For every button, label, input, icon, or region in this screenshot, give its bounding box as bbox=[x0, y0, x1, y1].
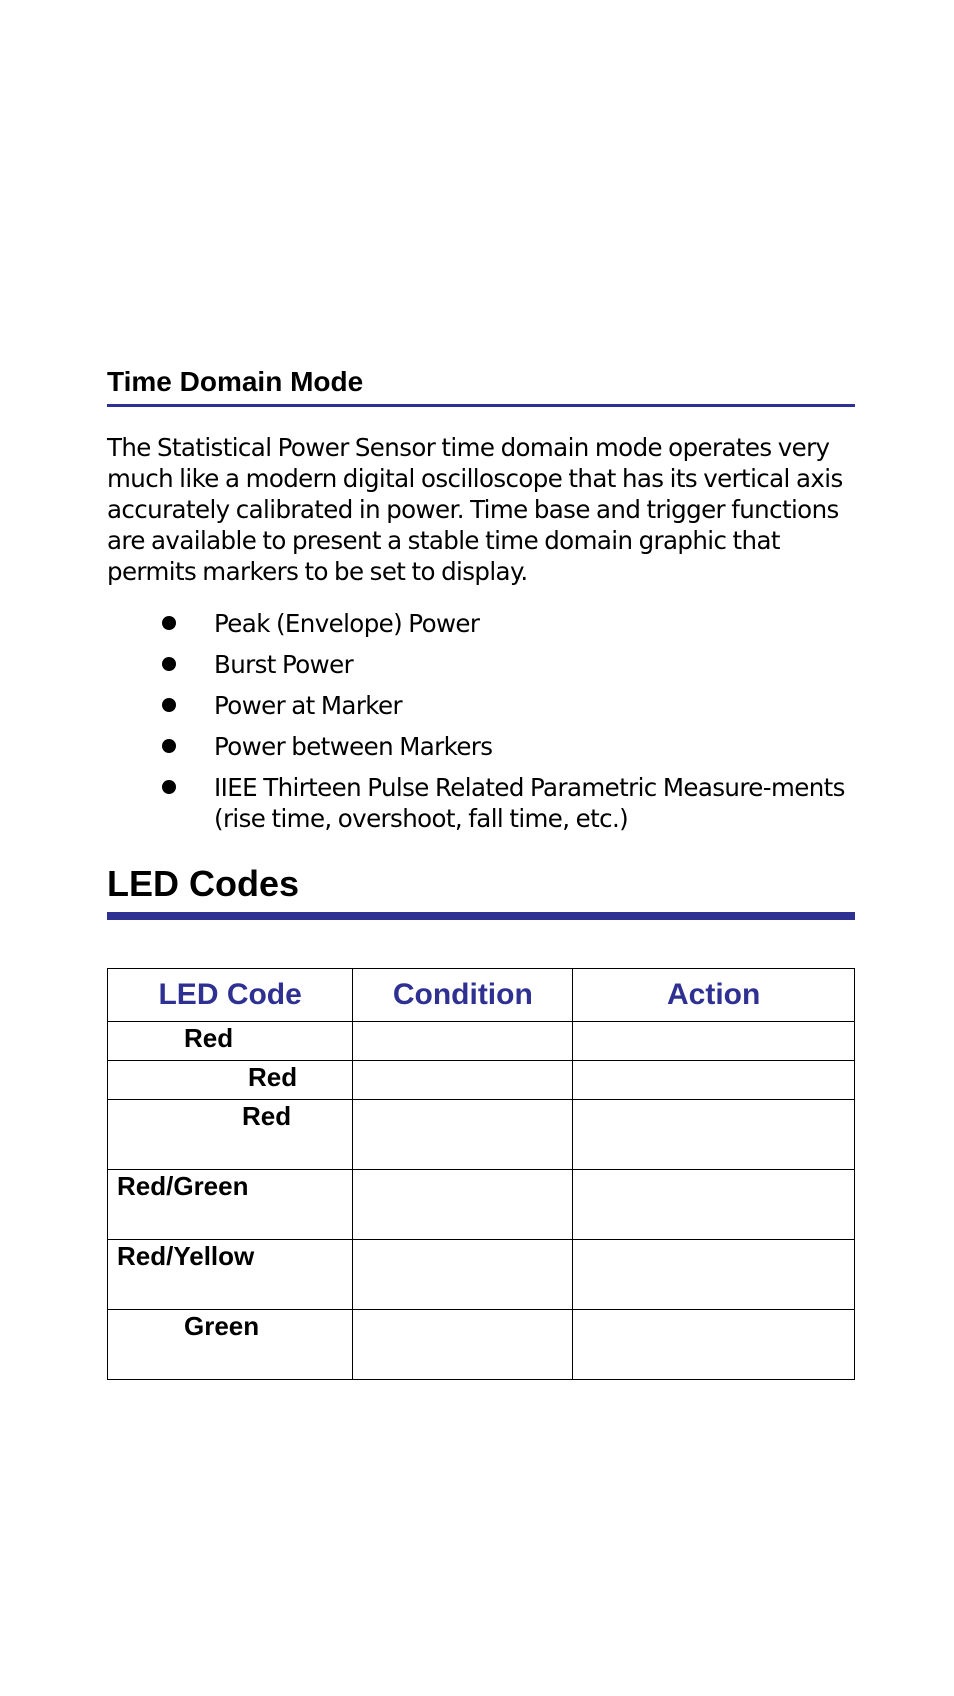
column-header-action: Action bbox=[573, 969, 855, 1022]
list-item bbox=[107, 608, 867, 639]
measurement-list bbox=[107, 608, 867, 844]
bullet-icon bbox=[162, 698, 176, 712]
condition-cell bbox=[353, 1100, 573, 1170]
condition-cell bbox=[353, 1170, 573, 1240]
section-divider bbox=[107, 404, 855, 407]
led-code-cell: Red bbox=[108, 1061, 353, 1100]
section-divider-thick bbox=[107, 912, 855, 920]
action-cell bbox=[573, 1310, 855, 1380]
table-header-row bbox=[108, 969, 855, 1022]
bullet-icon bbox=[162, 780, 176, 794]
bullet-icon bbox=[162, 616, 176, 630]
list-item-text: Burst Power bbox=[214, 650, 354, 679]
bullet-icon bbox=[162, 739, 176, 753]
table-row bbox=[108, 1170, 855, 1240]
table-row bbox=[108, 1240, 855, 1310]
table-row bbox=[108, 1022, 855, 1061]
table-row bbox=[108, 1061, 855, 1100]
led-code-cell: Red/Green bbox=[108, 1170, 353, 1240]
led-code-cell: Red bbox=[108, 1022, 353, 1061]
list-item-text: Power at Marker bbox=[214, 691, 402, 720]
table-row bbox=[108, 1100, 855, 1170]
section-title-led-codes: LED Codes bbox=[107, 863, 300, 904]
list-item bbox=[107, 731, 867, 762]
list-item bbox=[107, 772, 867, 834]
condition-cell bbox=[353, 1240, 573, 1310]
action-cell bbox=[573, 1061, 855, 1100]
action-cell bbox=[573, 1100, 855, 1170]
action-cell bbox=[573, 1170, 855, 1240]
action-cell bbox=[573, 1240, 855, 1310]
action-cell bbox=[573, 1022, 855, 1061]
list-item-text: Power between Markers bbox=[214, 732, 493, 761]
led-code-cell: Green bbox=[108, 1310, 353, 1380]
bullet-icon bbox=[162, 657, 176, 671]
section-title-time-domain: Time Domain Mode bbox=[107, 366, 364, 397]
led-codes-table bbox=[107, 968, 855, 1380]
time-domain-paragraph: The Statistical Power Sensor time domain mode operates very much like a modern digital oscilloscope that has its vertical axis accurately calibrated in power. Time base and trigger functions are available to present a stable time domain graphic that permits markers to be set to display. bbox=[107, 433, 843, 586]
table-row bbox=[108, 1310, 855, 1380]
list-item bbox=[107, 649, 867, 680]
list-item-text: Peak (Envelope) Power bbox=[214, 609, 480, 638]
condition-cell bbox=[353, 1310, 573, 1380]
column-header-condition: Condition bbox=[353, 969, 573, 1022]
column-header-led-code: LED Code bbox=[108, 969, 353, 1022]
led-code-cell: Red/Yellow bbox=[108, 1240, 353, 1310]
list-item bbox=[107, 690, 867, 721]
condition-cell bbox=[353, 1061, 573, 1100]
led-code-cell: Red bbox=[108, 1100, 353, 1170]
list-item-text: IIEE Thirteen Pulse Related Parametric Measure-ments (rise time, overshoot, fall time, etc.) bbox=[214, 773, 845, 833]
condition-cell bbox=[353, 1022, 573, 1061]
